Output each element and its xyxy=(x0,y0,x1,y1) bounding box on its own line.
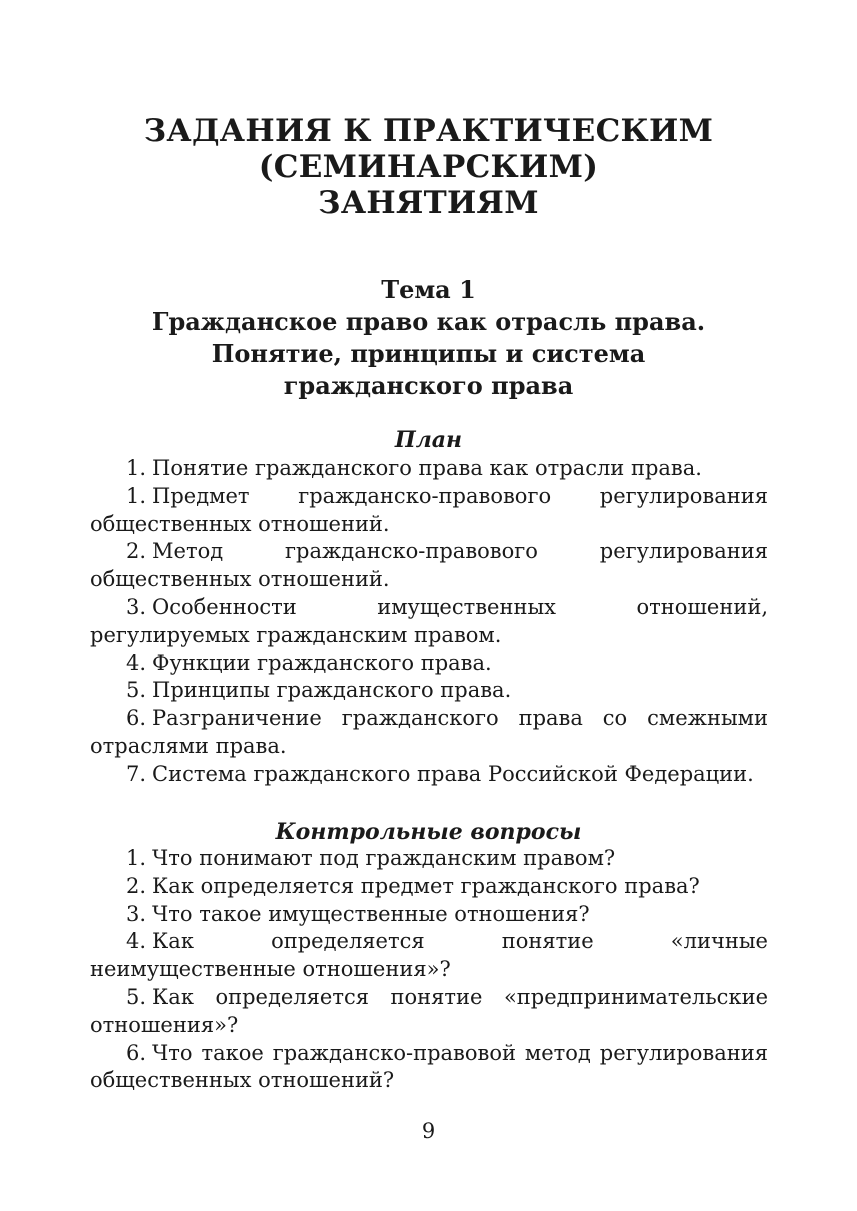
question-number: 2. xyxy=(126,873,147,898)
plan-item-text: Система гражданского права Российской Федерации. xyxy=(152,761,754,786)
plan-item-number: 6. xyxy=(126,706,147,731)
plan-item-text: Понятие гражданского права как отрасли права. xyxy=(152,456,702,480)
plan-item xyxy=(90,761,768,789)
plan-item-number: 2. xyxy=(126,539,147,564)
question-text: Что понимают под гражданским правом? xyxy=(152,846,616,870)
plan-item-number: 3. xyxy=(126,594,147,619)
topic-title-line: Понятие, принципы и система xyxy=(211,339,646,368)
question-text: Что такое гражданско-правовой метод регулирования общественных отношений? xyxy=(90,1040,768,1093)
questions-list xyxy=(90,845,768,1095)
main-title xyxy=(0,113,857,221)
question-item xyxy=(90,928,768,984)
question-number: 4. xyxy=(126,929,147,954)
question-number: 5. xyxy=(126,984,147,1009)
plan-item-number: 1. xyxy=(126,456,147,480)
question-item xyxy=(90,984,768,1040)
plan-item-text: Метод гражданско-правового регулирования общественных отношений. xyxy=(90,539,768,592)
plan-item-number: 7. xyxy=(126,761,147,786)
plan-item-text: Особенности имущественных отношений, регулируемых гражданским правом. xyxy=(90,594,768,647)
question-number: 1. xyxy=(126,846,147,870)
plan-item xyxy=(90,677,768,705)
plan-item xyxy=(90,594,768,650)
plan-item xyxy=(90,650,768,678)
question-item xyxy=(90,901,768,929)
plan-item-number: 1. xyxy=(126,483,147,508)
main-title-line: ЗАДАНИЯ К ПРАКТИЧЕСКИМ xyxy=(143,113,714,149)
page-number: 9 xyxy=(421,1119,436,1143)
topic-title-line: гражданского права xyxy=(283,371,574,400)
plan-item xyxy=(90,705,768,761)
topic-heading xyxy=(0,274,857,402)
plan-item-text: Принципы гражданского права. xyxy=(152,678,512,703)
plan-item-text: Разграничение гражданского права со смежными отраслями права. xyxy=(90,706,768,758)
plan-item xyxy=(90,538,768,594)
question-text: Как определяется понятие «предпринимательские отношения»? xyxy=(90,984,768,1037)
question-text: Как определяется понятие «личные неимущественные отношения»? xyxy=(90,929,768,982)
plan-item-text: Функции гражданского права. xyxy=(152,650,492,675)
question-text: Как определяется предмет гражданского права? xyxy=(152,873,700,898)
plan-item xyxy=(90,455,768,483)
question-item xyxy=(90,873,768,901)
questions-heading: Контрольные вопросы xyxy=(275,819,582,845)
plan-list xyxy=(90,455,768,789)
plan-item-number: 4. xyxy=(126,650,147,675)
plan-item xyxy=(90,483,768,539)
main-title-line: (СЕМИНАРСКИМ) xyxy=(258,149,599,185)
question-number: 3. xyxy=(126,901,147,926)
topic-label: Тема 1 xyxy=(381,275,476,304)
topic-title-line: Гражданское право как отрасль права. xyxy=(151,307,706,336)
question-text: Что такое имущественные отношения? xyxy=(152,901,590,926)
question-number: 6. xyxy=(126,1040,147,1065)
plan-item-number: 5. xyxy=(126,678,147,703)
question-item xyxy=(90,845,768,873)
main-title-line: ЗАНЯТИЯМ xyxy=(318,185,539,221)
plan-heading: План xyxy=(394,427,463,453)
plan-item-text: Предмет гражданско-правового регулирования общественных отношений. xyxy=(90,483,768,536)
question-item xyxy=(90,1040,768,1096)
